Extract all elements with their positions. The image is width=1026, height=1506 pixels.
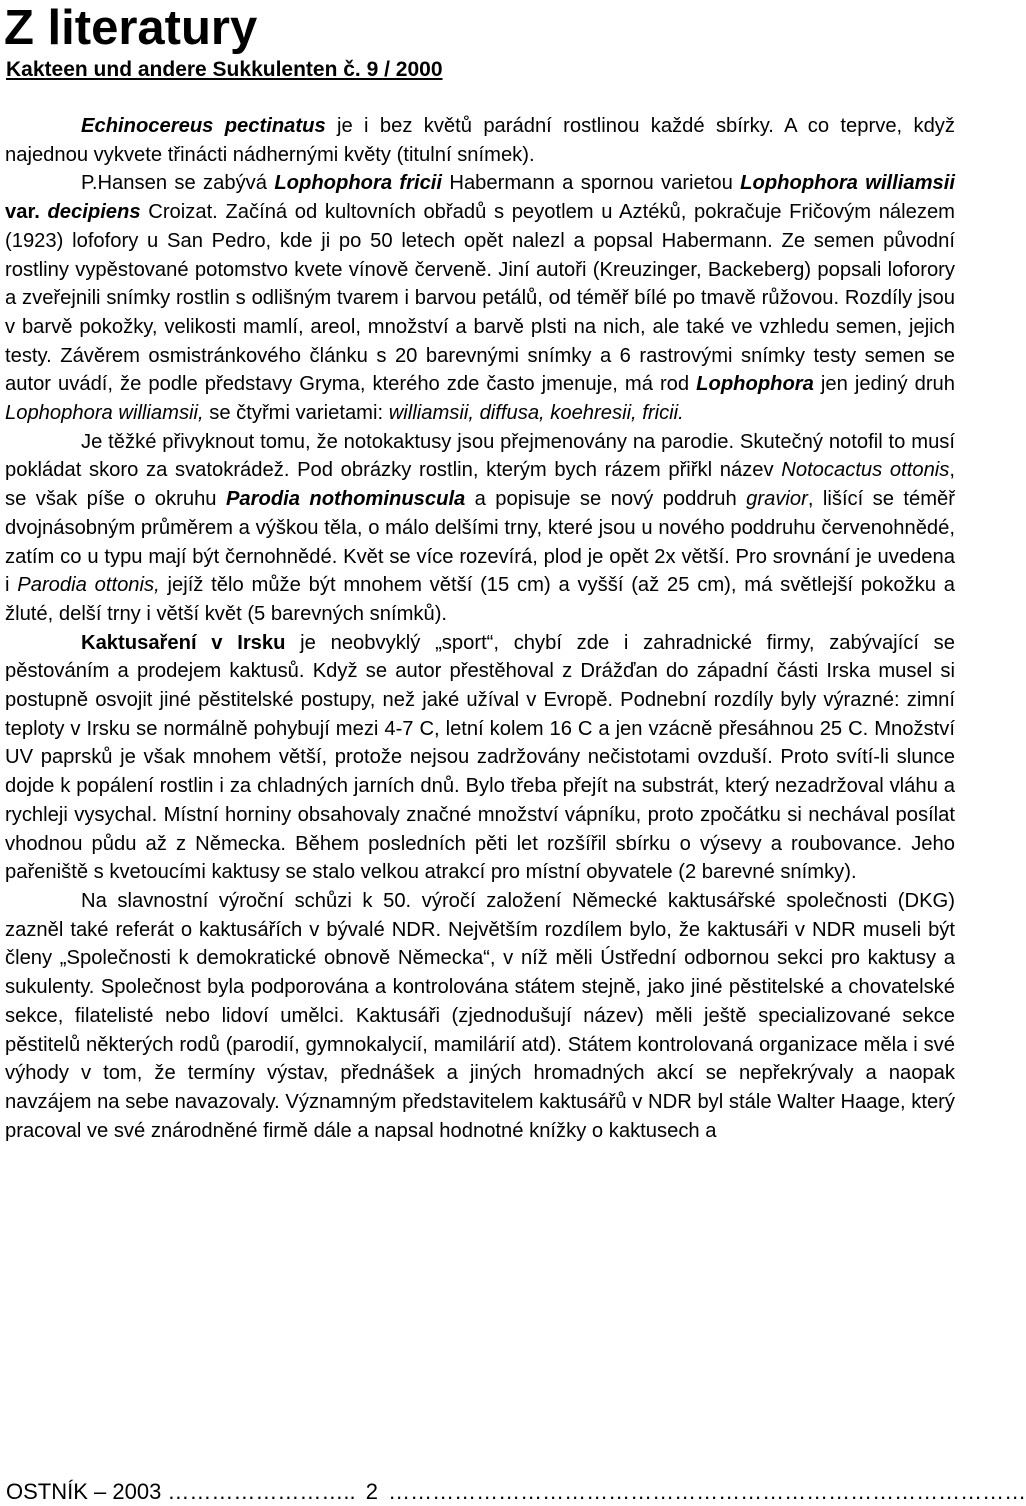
- emphasized-text: Echinocereus pectinatus: [81, 115, 326, 137]
- text-run: , lišící se téměř dvojnásobným průměrem a výškou těla, o málo delšími trny, které jsou u nového poddruhu červenohnědé, zatím co u typu mají být černohnědé. Květ se více rozevírá, plod je opět 2x větší. Pro srovnání je uvedena i: [5, 488, 955, 597]
- text-run: je neobvyklý „sport“, chybí zde i zahradnické firmy, zabývající se pěstováním a prodejem kaktusů. Když se autor přestěhoval z Drážďan do západní části Irska musel si postupně osvojit jiné pěstitelské postupy, než jaké užíval v Evropě. Podnební rozdíly byly výrazné: zimní teploty v Irsku se normálně pohybují mezi 4-7 C, letní kolem 16 C a jen vzácně přesáhnou 25 C. Množství UV paprsků je však mnohem větší, protože nejsou zadržovány nečistotami ovzduší. Proto svítí-li slunce dojde k popálení rostlin i za chladných jarních dnů. Bylo třeba přejít na substrát, který nezadržoval vláhu a rychleji vysychal. Místní horniny obsahovaly značné množství vápníku, proto zpočátku si nechával posílat vhodnou půdu až z Německa. Během posledních pěti let rozšířil sbírku o výsevy a roubovance. Jeho pařeniště s kvetoucími kaktusy se stalo velkou atrakcí pro místní obyvatele (2 barevné snímky).: [5, 631, 956, 884]
- paragraph: [5, 112, 955, 169]
- page-number: 2: [365, 1479, 378, 1504]
- text-run: P.Hansen se zabývá: [81, 172, 275, 195]
- text-run: jen jediný druh: [813, 373, 955, 396]
- source-citation: Kakteen und andere Sukkulenten č. 9 / 2000: [6, 58, 443, 81]
- text-run: jejíž tělo může být mnohem větší (15 cm) a vyšší (až 25 cm), má světlejší pokožku a žluté, delší trny i větší květ (5 barevných snímků).: [5, 574, 955, 625]
- emphasized-text: Lophophora: [696, 373, 814, 396]
- emphasized-text: Notocactus ottonis: [781, 459, 950, 482]
- emphasized-text: gravior: [746, 488, 808, 511]
- emphasized-text: var.: [5, 201, 40, 224]
- article-body: [5, 112, 955, 1145]
- text-run: a popisuje se nový poddruh: [465, 488, 747, 511]
- page-footer: [6, 1478, 1026, 1506]
- emphasized-text: williamsii, diffusa, koehresii, fricii.: [388, 402, 684, 425]
- paragraph: [5, 887, 955, 1145]
- emphasized-text: Kaktusaření v Irsku: [81, 631, 286, 654]
- emphasized-text: Parodia nothominuscula: [225, 488, 466, 511]
- emphasized-text: decipiens: [47, 201, 141, 224]
- paragraph: [5, 169, 955, 427]
- text-run: , se však píše o okruhu: [5, 459, 955, 511]
- emphasized-text: Lophophora williamsii,: [5, 402, 204, 425]
- emphasized-text: Lophophora fricii: [274, 172, 443, 195]
- text-run: Na slavnostní výroční schůzi k 50. výročí založení Německé kaktusářské společnosti (DKG) zazněl také referát o kaktusářích v bývalé NDR. Největším rozdílem bylo, že kaktusáři v NDR museli být členy „Společnosti k demokratické obnově Německa“, v níž měli Ústřední odbornou sekci pro kaktusy a sukulenty. Společnost byla podporována a kontrolována státem stejně, jako jiné pěstitelské a chovatelské sekce, filatelisté nebo lidoví umělci. Kaktusáři (zjednodušují název) měli ještě specializované sekce pěstitelů některých rodů (parodií, gymnokalycií, mamilárií atd). Státem kontrolovaná organizace měla i své výhody v tom, že termíny výstav, přednášek a jiných hromadných akcí se nepřekrývaly a naopak navzájem na sebe navazovaly. Významným představitelem kaktusářů v NDR byl stále Walter Haage, který pracoval ve své znárodněné firmě dále a napsal hodnotné knížky o kaktusech a: [5, 889, 955, 1142]
- footer-journal: OSTNÍK – 2003 ……………………..: [6, 1479, 362, 1504]
- paragraph: [5, 428, 955, 629]
- emphasized-text: Parodia ottonis,: [17, 574, 160, 597]
- page-title: Z literatury: [4, 1, 258, 55]
- emphasized-text: Lophophora williamsii: [740, 172, 955, 195]
- text-run: se čtyřmi varietami:: [203, 402, 389, 425]
- text-run: Habermann a spornou varietou: [442, 172, 741, 195]
- text-run: Croizat. Začíná od kultovních obřadů s peyotlem u Aztéků, pokračuje Fričovým nálezem (1923) lofofory u San Pedro, kde ji po 50 letech opět nalezl a popsal Habermann. Ze semen původní rostliny vypěstované potomstvo kvete vínově červeně. Jiní autoři (Kreuzinger, Backeberg) popsali loforory a zveřejnili snímky rostlin s odlišným tvarem i barvou petálů, od téměř bílé po tmavě růžovou. Rozdíly jsou v barvě pokožky, velikosti mamlí, areol, množství a barvě plsti na nich, ale také ve vzhledu semen, jejich testy. Závěrem osmistránkového článku s 20 barevnými snímky a 6 rastrovými snímky testy semen se autor uvádí, že podle představy Gryma, kterého zde často jmenuje, má rod: [5, 201, 955, 396]
- text-run: je i bez květů parádní rostlinou každé sbírky. A co teprve, když najednou vykvete třinácti nádhernými květy (titulní snímek).: [5, 115, 955, 166]
- text-run: Je těžké přivyknout tomu, že notokaktusy jsou přejmenovány na parodie. Skutečný notofil to musí pokládat skoro za svatokrádež. Pod obrázky rostlin, kterým bych rázem přiřkl název: [5, 430, 955, 482]
- footer-dots: ……………………………………………………………………………: [382, 1479, 1026, 1504]
- paragraph: [5, 629, 955, 887]
